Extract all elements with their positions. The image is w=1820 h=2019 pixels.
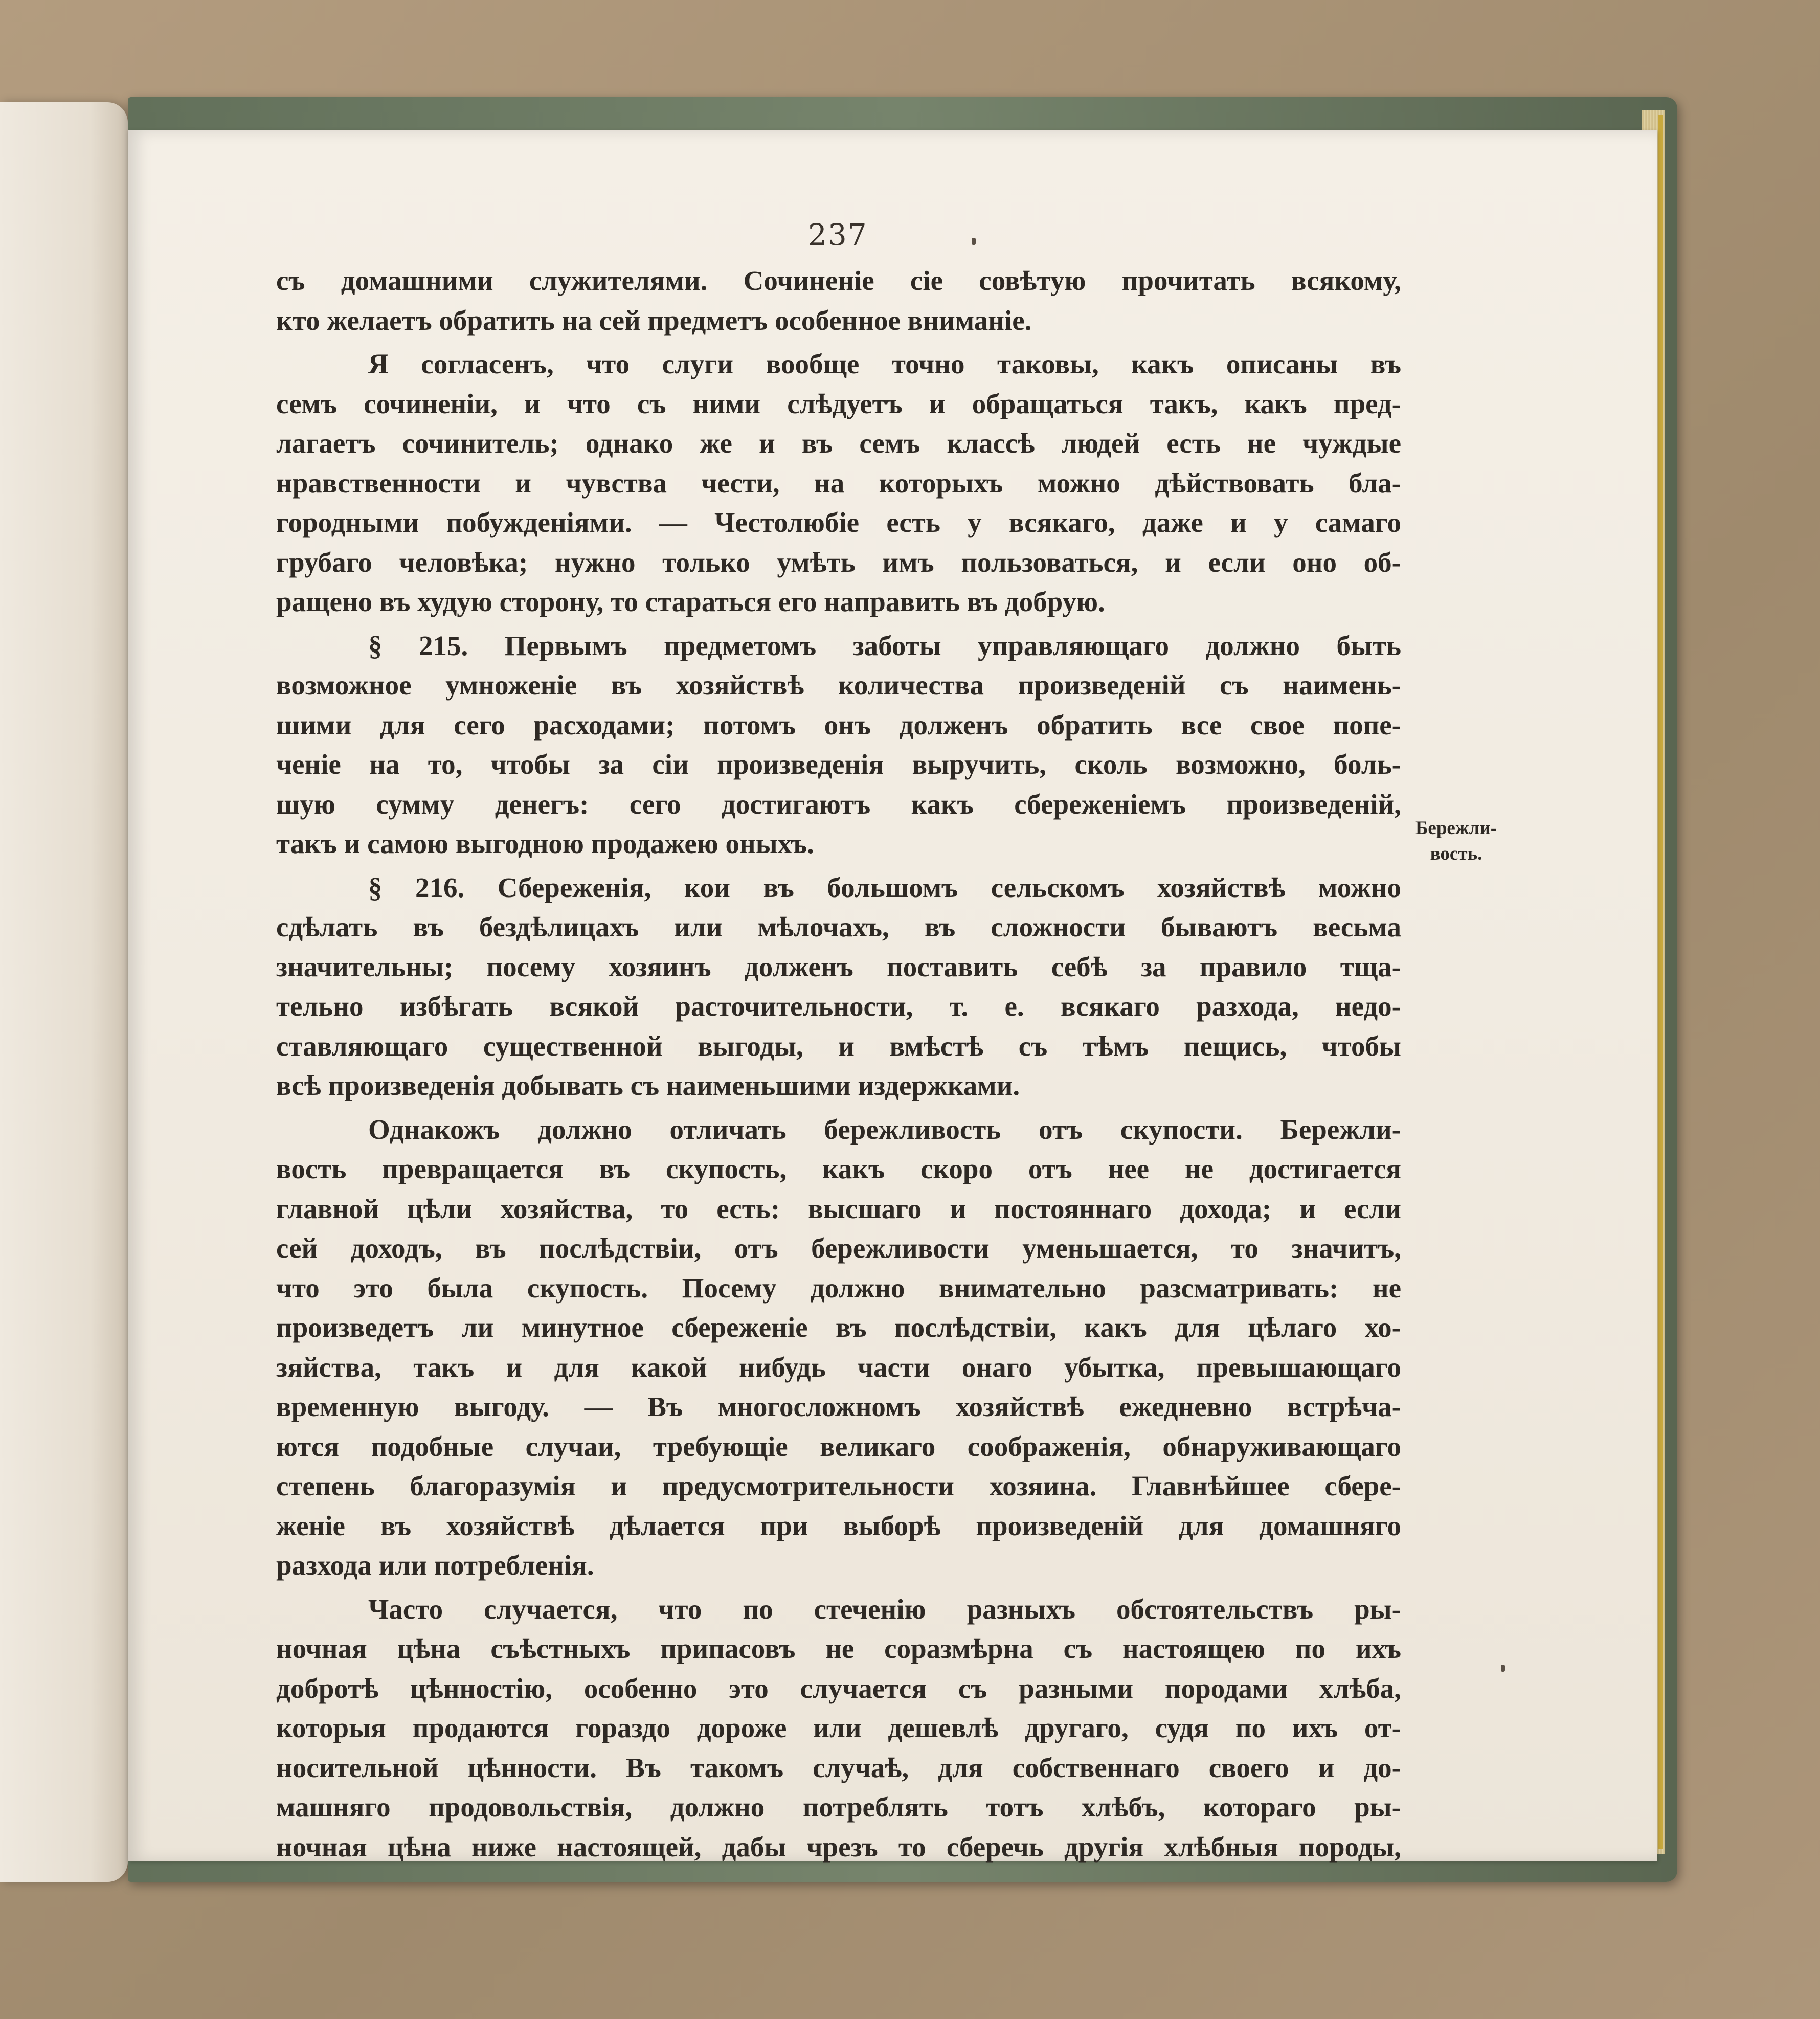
margin-note-line: Бережли- — [1415, 818, 1497, 839]
text-line: кто желаетъ обратить на сей предметъ особенное вниманіе. — [276, 304, 1032, 336]
text-line: ночная цѣна ниже настоящей, дабы чрезъ то сберечь другія хлѣбныя породы, — [276, 1831, 1401, 1863]
text-line: такъ и самою выгодною продажею оныхъ. — [276, 828, 814, 859]
gilt-edge — [1658, 115, 1663, 1849]
text-line: § 215. Первымъ предметомъ заботы управляющаго должно быть — [368, 630, 1401, 661]
text-line: Часто случается, что по стеченію разныхъ обстоятельствъ ры- — [368, 1593, 1401, 1625]
text-line: ченіе на то, чтобы за сіи произведенія выручить, сколь возможно, боль- — [276, 749, 1401, 780]
text-line: всѣ произведенія добывать съ наименьшими издержками. — [276, 1070, 1020, 1101]
text-line: ются подобные случаи, требующіе великаго соображенія, обнаруживающаго — [276, 1430, 1401, 1462]
text-line: шими для сего расходами; потомъ онъ долженъ обратить все свое попе- — [276, 709, 1401, 741]
text-line: тельно избѣгать всякой расточительности, т. е. всякаго разхода, недо- — [276, 991, 1401, 1022]
left-facing-page — [0, 102, 128, 1882]
paragraph-3 — [276, 626, 1401, 864]
body-text — [276, 261, 1401, 1871]
text-line: сей доходъ, въ послѣдствіи, отъ бережливости уменьшается, то значитъ, — [276, 1232, 1401, 1264]
ink-speck — [1501, 1665, 1505, 1672]
paragraph-6 — [276, 1589, 1401, 1867]
paragraph-2 — [276, 344, 1401, 622]
text-line: § 216. Сбереженія, кои въ большомъ сельскомъ хозяйствѣ можно — [368, 871, 1401, 903]
text-line: семъ сочиненіи, и что съ ними слѣдуетъ и обращаться такъ, какъ пред- — [276, 388, 1401, 419]
text-line: значительны; посему хозяинъ долженъ поставить себѣ за правило тща- — [276, 951, 1401, 982]
text-line: городными побужденіями. — Честолюбіе есть у всякаго, даже и у самаго — [276, 507, 1401, 538]
text-line: машняго продовольствія, должно потреблять тотъ хлѣбъ, котораго ры- — [276, 1791, 1401, 1823]
margin-note — [1401, 816, 1511, 867]
text-line: разхода или потребленія. — [276, 1550, 594, 1581]
text-line: Однакожъ должно отличать бережливость отъ скупости. Бережли- — [368, 1113, 1401, 1145]
text-line: произведетъ ли минутное сбереженіе въ послѣдствіи, какъ для цѣлаго хо- — [276, 1312, 1401, 1343]
text-line: Я согласенъ, что слуги вообще точно таковы, какъ описаны въ — [368, 348, 1401, 379]
text-line: главной цѣли хозяйства, то есть: высшаго и постояннаго дохода; и если — [276, 1193, 1401, 1224]
text-line: съ домашними служителями. Сочиненіе сіе совѣтую прочитать всякому, — [276, 265, 1401, 296]
margin-note-line: вость. — [1430, 843, 1482, 864]
text-line: женіе въ хозяйствѣ дѣлается при выборѣ произведеній для домашняго — [276, 1510, 1401, 1541]
text-line: шую сумму денегъ: сего достигаютъ какъ сбереженіемъ произведеній, — [276, 788, 1401, 820]
text-line: степень благоразумія и предусмотрительности хозяина. Главнѣйшее сбере- — [276, 1470, 1401, 1501]
text-line: что это была скупость. Посему должно внимательно разсматривать: не — [276, 1272, 1401, 1304]
page-number: 237 — [808, 217, 868, 252]
text-line: нравственности и чувства чести, на которыхъ можно дѣйствовать бла- — [276, 467, 1401, 499]
ink-speck — [972, 238, 976, 245]
text-line: возможное умноженіе въ хозяйствѣ количества произведеній съ наимень- — [276, 669, 1401, 701]
text-line: грубаго человѣка; нужно только умѣть имъ пользоваться, и если оно об- — [276, 546, 1401, 578]
text-line: зяйства, такъ и для какой нибудь части онаго убытка, превышающаго — [276, 1351, 1401, 1383]
text-line: ставляющаго существенной выгоды, и вмѣстѣ съ тѣмъ пещись, чтобы — [276, 1030, 1401, 1062]
text-line: лагаетъ сочинитель; однако же и въ семъ классѣ людей есть не чуждые — [276, 428, 1401, 459]
text-line: вость превращается въ скупость, какъ скоро отъ нее не достигается — [276, 1153, 1401, 1184]
text-line: ращено въ худую сторону, то стараться его направить въ добрую. — [276, 586, 1105, 617]
text-line: ночная цѣна съѣстныхъ припасовъ не соразмѣрна съ настоящею по ихъ — [276, 1633, 1401, 1664]
text-line: временную выгоду. — Въ многосложномъ хозяйствѣ ежедневно встрѣча- — [276, 1391, 1401, 1422]
text-line: которыя продаются гораздо дороже или дешевлѣ другаго, судя по ихъ от- — [276, 1712, 1401, 1743]
paragraph-4 — [276, 868, 1401, 1106]
paragraph-5 — [276, 1110, 1401, 1585]
paragraph-1 — [276, 261, 1401, 340]
text-line: сдѣлать въ бездѣлицахъ или мѣлочахъ, въ сложности бываютъ весьма — [276, 911, 1401, 943]
text-line: добротѣ цѣнностію, особенно это случается съ разными породами хлѣба, — [276, 1672, 1401, 1704]
text-line: носительной цѣнности. Въ такомъ случаѣ, для собственнаго своего и до- — [276, 1752, 1401, 1783]
